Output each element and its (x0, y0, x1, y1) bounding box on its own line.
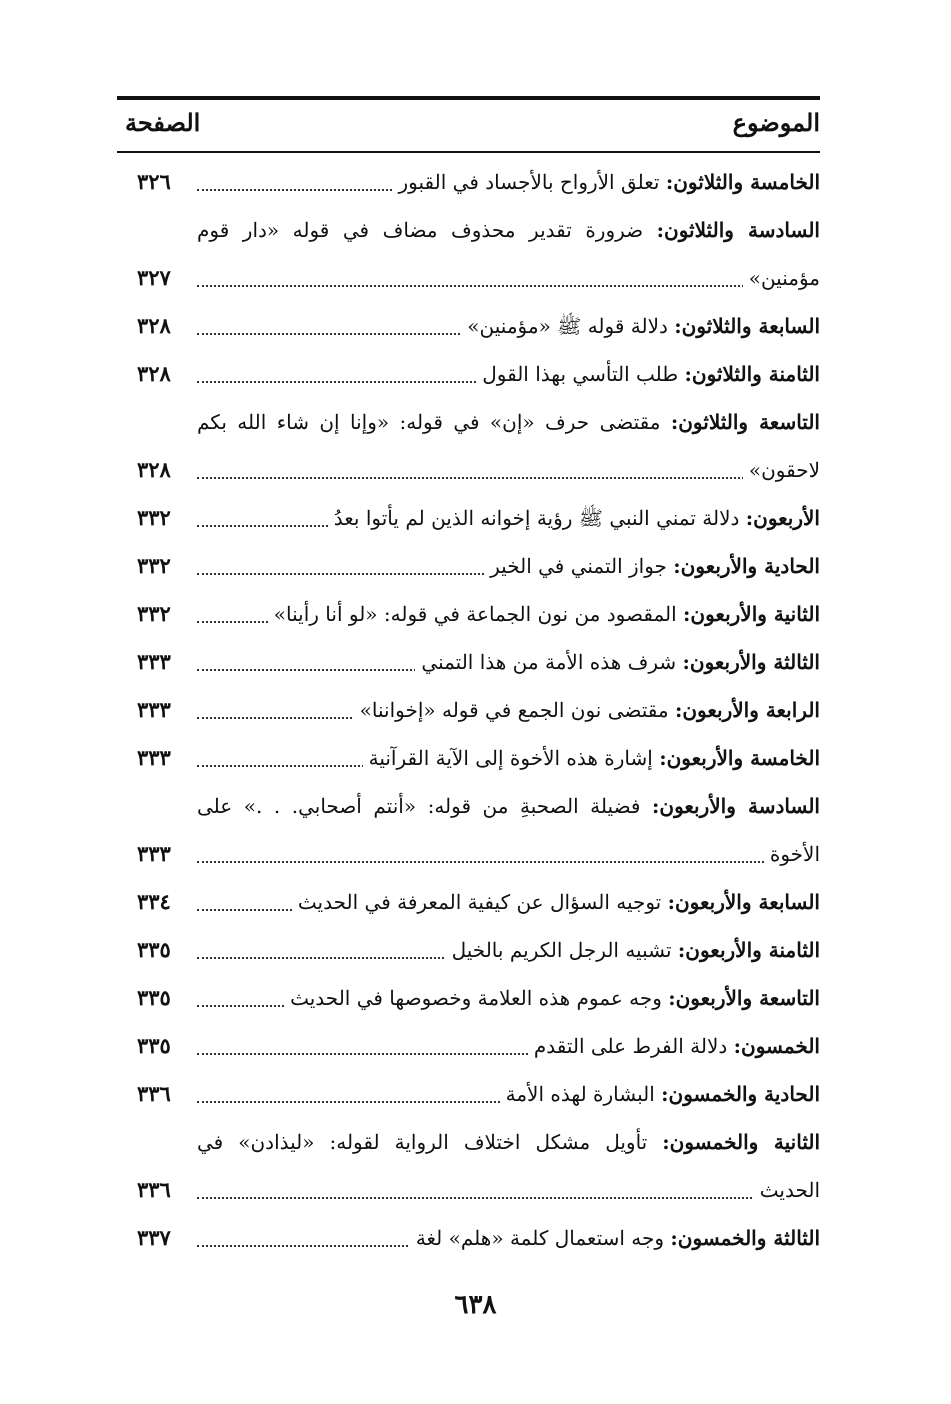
toc-entry-first-line (117, 782, 820, 830)
toc-entry-description: جواز التمني في الخير (490, 554, 667, 578)
toc-entry-title: التاسعة والأربعون: (668, 986, 820, 1010)
toc-entry-line (117, 878, 820, 926)
toc-entry-line (117, 926, 820, 974)
toc-entry-page: ٣٣٥ (137, 985, 171, 1010)
toc-entry-description: ضرورة تقدير محذوف مضاف في قوله «دار قوم (197, 218, 644, 242)
toc-entry-description: دلالة الفرط على التقدم (533, 1034, 728, 1058)
toc-entry-text (354, 686, 820, 734)
toc-entry (117, 926, 820, 974)
toc-entry (117, 1070, 820, 1118)
toc-entry-line (117, 302, 820, 350)
toc-entry-description: مقتضى حرف «إن» في قوله: «وإنا إن شاء الله بكم (197, 410, 661, 434)
toc-entry-description: تشبيه الرجل الكريم بالخيل (451, 938, 672, 962)
toc-entry-text (410, 1214, 820, 1262)
toc-entry (117, 398, 820, 494)
table-header (117, 106, 820, 146)
toc-entry-page: ٣٢٧ (137, 265, 171, 290)
toc-entry (117, 302, 820, 350)
toc-entry (117, 590, 820, 638)
toc-entry-page: ٣٣٣ (137, 697, 171, 722)
toc-entry-description: تأويل مشكل اختلاف الرواية لقوله: «ليذادن» في (197, 1130, 648, 1154)
toc-entry-title: السابعة والثلاثون: (674, 314, 820, 338)
toc-entry-first-line (117, 1118, 820, 1166)
toc-entry-page: ٣٣٣ (137, 745, 171, 770)
toc-entry (117, 974, 820, 1022)
topic-column-heading: الموضوع (732, 108, 820, 137)
toc-entry-page: ٣٢٦ (137, 169, 171, 194)
toc-entry-page: ٣٣٦ (137, 1081, 171, 1106)
toc-entry-text (528, 1022, 820, 1070)
toc-entry-description: شرف هذه الأمة من هذا التمني (421, 650, 677, 674)
toc-entry-description: فضيلة الصحبةِ من قوله: «أنتم أصحابي. . .» على (197, 794, 641, 818)
dot-leader (197, 285, 820, 287)
toc-entry-text (393, 158, 821, 206)
toc-entry-text (500, 1070, 820, 1118)
toc-entry-text (363, 734, 820, 782)
toc-entry-page: ٣٣٢ (137, 505, 171, 530)
toc-entry-text (476, 350, 820, 398)
toc-entry-page: ٣٢٨ (137, 313, 171, 338)
toc-entry-title: السابعة والأربعون: (667, 890, 820, 914)
toc-entry-line (117, 1214, 820, 1262)
toc-entry-line (117, 686, 820, 734)
toc-entry-first-line (117, 398, 820, 446)
toc-entry-continuation: مؤمنين» (743, 254, 820, 302)
toc-entry-title: الحادية والأربعون: (673, 554, 820, 578)
toc-entry-title: السادسة والثلاثون: (656, 218, 820, 242)
toc-entry-title: الثانية والأربعون: (683, 602, 820, 626)
toc-entry-first-line (117, 206, 820, 254)
toc-entry-text (197, 1118, 820, 1166)
toc-entry-title: الأربعون: (745, 506, 820, 530)
toc-entry-page: ٣٢٨ (137, 457, 171, 482)
toc-entry-text (197, 782, 820, 830)
toc-entry-text (484, 542, 820, 590)
toc-entry-continuation: الحديث (754, 1166, 820, 1214)
toc-entry-description: المقصود من نون الجماعة في قوله: «لو أنا رأينا» (273, 602, 677, 626)
toc-entry-continuation-line (117, 830, 820, 878)
toc-entry-page: ٣٣٦ (137, 1177, 171, 1202)
toc-entry-page: ٣٣٧ (137, 1225, 171, 1250)
toc-entry-line (117, 590, 820, 638)
toc-entry-line (117, 734, 820, 782)
toc-entry-description: وجه عموم هذه العلامة وخصوصها في الحديث (290, 986, 662, 1010)
toc-entry (117, 350, 820, 398)
toc-entry-text (197, 206, 820, 254)
page-column-heading: الصفحة (125, 108, 201, 137)
toc-entry-page: ٣٣٥ (137, 1033, 171, 1058)
toc-entry-description: توجيه السؤال عن كيفية المعرفة في الحديث (297, 890, 662, 914)
toc-entry-line (117, 542, 820, 590)
toc-entry-continuation-line (117, 1166, 820, 1214)
toc-entry-description: مقتضى نون الجمع في قوله «إخواننا» (359, 698, 669, 722)
toc-entry-line (117, 974, 820, 1022)
toc-entry-description: وجه استعمال كلمة «هلم» لغة (415, 1226, 665, 1250)
toc-entry-title: الخامسة والثلاثون: (665, 170, 820, 194)
toc-entry-continuation: الأخوة (764, 830, 820, 878)
toc-entry-page: ٣٣٢ (137, 553, 171, 578)
toc-entry-page: ٣٣٥ (137, 937, 171, 962)
toc-entry (117, 206, 820, 302)
top-rule (117, 96, 820, 100)
toc-entry-title: الثامنة والثلاثون: (684, 362, 820, 386)
toc-entry-continuation-line (117, 254, 820, 302)
toc-entry-title: الثالثة والخمسون: (670, 1226, 820, 1250)
toc-entry-page: ٣٣٤ (137, 889, 171, 914)
toc-entry (117, 686, 820, 734)
toc-entry-title: الثالثة والأربعون: (682, 650, 820, 674)
toc-entry-description: البشارة لهذه الأمة (505, 1082, 655, 1106)
toc-entry (117, 1214, 820, 1262)
toc-entry-page: ٣٣٣ (137, 649, 171, 674)
toc-entry (117, 1022, 820, 1070)
toc-entry-description: طلب التأسي بهذا القول (482, 362, 679, 386)
toc-entry-description: دلالة قوله ﷺ «مؤمنين» (467, 314, 668, 338)
toc-entry-line (117, 350, 820, 398)
toc-entry-text (197, 398, 820, 446)
dot-leader (197, 861, 820, 863)
toc-entry (117, 542, 820, 590)
toc-entry-page: ٣٣٢ (137, 601, 171, 626)
toc-entry (117, 1118, 820, 1214)
toc-entry-title: الثامنة والأربعون: (677, 938, 820, 962)
toc-entry-line (117, 494, 820, 542)
table-of-contents (117, 158, 820, 1262)
toc-entry (117, 638, 820, 686)
toc-entry-description: إشارة هذه الأخوة إلى الآية القرآنية (368, 746, 653, 770)
toc-entry-text (328, 494, 820, 542)
toc-entry-text (415, 638, 820, 686)
header-rule (117, 151, 820, 153)
toc-entry-page: ٣٣٣ (137, 841, 171, 866)
toc-entry-title: الثانية والخمسون: (662, 1130, 821, 1154)
toc-entry-text (461, 302, 820, 350)
toc-entry-title: الحادية والخمسون: (661, 1082, 820, 1106)
toc-entry (117, 734, 820, 782)
toc-entry (117, 494, 820, 542)
dot-leader (197, 477, 820, 479)
toc-entry-title: الخمسون: (733, 1034, 820, 1058)
toc-entry-description: دلالة تمني النبي ﷺ رؤية إخوانه الذين لم يأتوا بعدُ (333, 506, 740, 530)
toc-entry-title: الخامسة والأربعون: (659, 746, 820, 770)
toc-entry-page: ٣٢٨ (137, 361, 171, 386)
toc-entry (117, 878, 820, 926)
toc-entry-title: الرابعة والأربعون: (674, 698, 820, 722)
toc-entry-line (117, 1070, 820, 1118)
toc-entry-text (284, 974, 820, 1022)
toc-entry-title: السادسة والأربعون: (652, 794, 820, 818)
toc-entry-continuation-line (117, 446, 820, 494)
toc-entry (117, 782, 820, 878)
dot-leader (197, 1197, 820, 1199)
toc-entry-text (292, 878, 820, 926)
toc-entry-text (268, 590, 820, 638)
toc-entry-continuation: لاحقون» (743, 446, 820, 494)
toc-entry-line (117, 158, 820, 206)
toc-entry-line (117, 638, 820, 686)
toc-entry-title: التاسعة والثلاثون: (670, 410, 820, 434)
toc-entry (117, 158, 820, 206)
toc-entry-description: تعلق الأرواح بالأجساد في القبور (398, 170, 660, 194)
toc-entry-line (117, 1022, 820, 1070)
toc-entry-text (446, 926, 820, 974)
page-number: ٦٣٨ (454, 1290, 497, 1320)
